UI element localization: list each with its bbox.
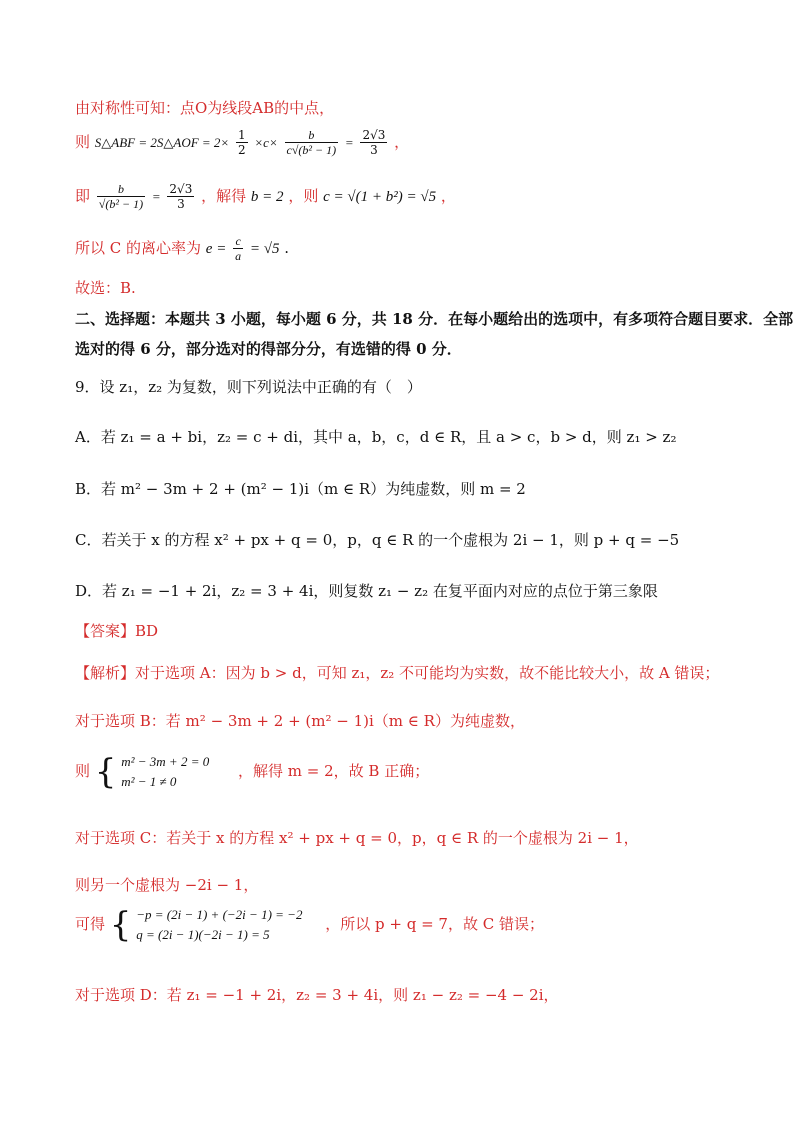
area-formula-part-a: S△ABF = 2S△AOF = 2× (94, 134, 230, 150)
fraction-denominator: 3 (370, 143, 378, 158)
analysis-option-b-system (75, 752, 429, 792)
system-prefix: 可得 (75, 915, 106, 934)
prev-solution-choice: 故选：B. (75, 279, 136, 297)
fraction-denominator: 2 (237, 143, 246, 158)
eccentricity-period: . (284, 238, 290, 257)
analysis-option-c: 对于选项 C：若关于 x 的方程 x² + px + q = 0，p，q ∈ R 的一个虚根为 2i − 1， (75, 829, 639, 847)
prev-solution-line-1: 由对称性可知：点O为线段AB的中点， (75, 99, 335, 117)
equation-system (121, 752, 209, 792)
eccentricity-text: 所以 C 的离心率为 (75, 238, 202, 257)
fraction-b-over-c-root (285, 128, 339, 158)
system-equation-1: −p = (2i − 1) + (−2i − 1) = −2 (136, 907, 303, 922)
question-9-option-a: A．若 z₁ = a + bi，z₂ = c + di，其中 a，b，c，d ∈ R，且 a > c，b > d，则 z₁ > z₂ (75, 428, 677, 446)
analysis-option-c-other-root: 则另一个虚根为 −2i − 1， (75, 876, 259, 894)
system-equation-2: q = (2i − 1)(−2i − 1) = 5 (136, 927, 270, 943)
prev-solution-line-3 (75, 182, 456, 212)
c-value: c = √(1 + b²) = √5 (323, 188, 437, 205)
area-formula-equals: = (344, 134, 354, 150)
eccentricity-lhs: e = (205, 240, 227, 257)
fraction-two-root3-over-3 (360, 128, 387, 158)
analysis-option-a-text: 对于选项 A：因为 b > d，可知 z₁，z₂ 不可能均为实数，故不能比较大小，故 A 错误； (135, 664, 720, 682)
fraction-numerator: c (233, 234, 243, 249)
solve-text: ，解得 (201, 186, 247, 205)
fraction-numerator: 1 (237, 128, 246, 142)
prev-solution-line-2-suffix: ， (394, 132, 410, 151)
question-9-stem: 9．设 z₁，z₂ 为复数，则下列说法中正确的有（ ） (75, 378, 422, 396)
fraction-one-half (236, 128, 248, 158)
fraction-denominator: 3 (177, 197, 185, 212)
prev-solution-line-2-prefix: 则 (75, 132, 91, 151)
fraction-denominator: c√(b² − 1) (286, 143, 337, 158)
question-9-option-c: C．若关于 x 的方程 x² + px + q = 0，p，q ∈ R 的一个虚根为 2i − 1，则 p + q = −5 (75, 531, 680, 549)
system-equation-1: m² − 3m + 2 = 0 (121, 754, 210, 769)
prev-solution-line-4 (75, 234, 289, 264)
system-prefix: 则 (75, 762, 91, 781)
analysis-option-b: 对于选项 B：若 m² − 3m + 2 + (m² − 1)i（m ∈ R）为纯虚数， (75, 712, 525, 730)
analysis-option-d: 对于选项 D：若 z₁ = −1 + 2i，z₂ = 3 + 4i，则 z₁ − z₂ = −4 − 2i， (75, 986, 559, 1004)
then-text: ，则 (288, 186, 319, 205)
system-conclusion: ，所以 p + q = 7，故 C 错误； (325, 915, 544, 934)
fraction-numerator: 2√3 (169, 182, 193, 196)
fraction-numerator: 2√3 (362, 128, 386, 142)
equation-equals: = (151, 188, 161, 204)
prev-solution-line-3-prefix: 即 (75, 186, 91, 205)
equation-system (136, 905, 302, 945)
answer-label: 【答案】BD (75, 622, 159, 640)
question-9-option-d: D．若 z₁ = −1 + 2i，z₂ = 3 + 4i，则复数 z₁ − z₂ 在复平面内对应的点位于第三象限 (75, 582, 658, 600)
analysis-label: 【解析】 (75, 664, 136, 682)
area-formula-part-b: ×c× (254, 134, 278, 150)
system-conclusion: ，解得 m = 2，故 B 正确； (238, 762, 430, 781)
analysis-option-a (75, 664, 719, 682)
question-9-option-b: B．若 m² − 3m + 2 + (m² − 1)i（m ∈ R）为纯虚数，则 m = 2 (75, 480, 526, 498)
fraction-denominator: √(b² − 1) (98, 197, 144, 212)
fraction-numerator: b (97, 182, 145, 197)
prev-solution-line-3-suffix: ， (440, 186, 456, 205)
fraction-two-root3-over-3 (167, 182, 194, 212)
section-2-instructions-line-1: 二、选择题：本题共 3 小题，每小题 6 分，共 18 分．在每小题给出的选项中，有多项符合题目要求．全部 (75, 310, 794, 328)
fraction-denominator: a (235, 249, 242, 264)
eccentricity-rhs: = √5 (249, 240, 280, 257)
fraction-b-over-root (97, 182, 145, 212)
left-brace: { (109, 905, 132, 946)
system-equation-2: m² − 1 ≠ 0 (121, 774, 177, 790)
section-2-instructions-line-2: 选对的得 6 分，部分选对的得部分分，有选错的得 0 分． (75, 340, 462, 358)
analysis-option-c-system (75, 905, 544, 945)
left-brace: { (94, 752, 117, 793)
fraction-numerator: b (285, 128, 339, 143)
fraction-c-over-a (233, 234, 243, 264)
prev-solution-line-2 (75, 128, 409, 158)
b-value: b = 2 (250, 188, 284, 205)
